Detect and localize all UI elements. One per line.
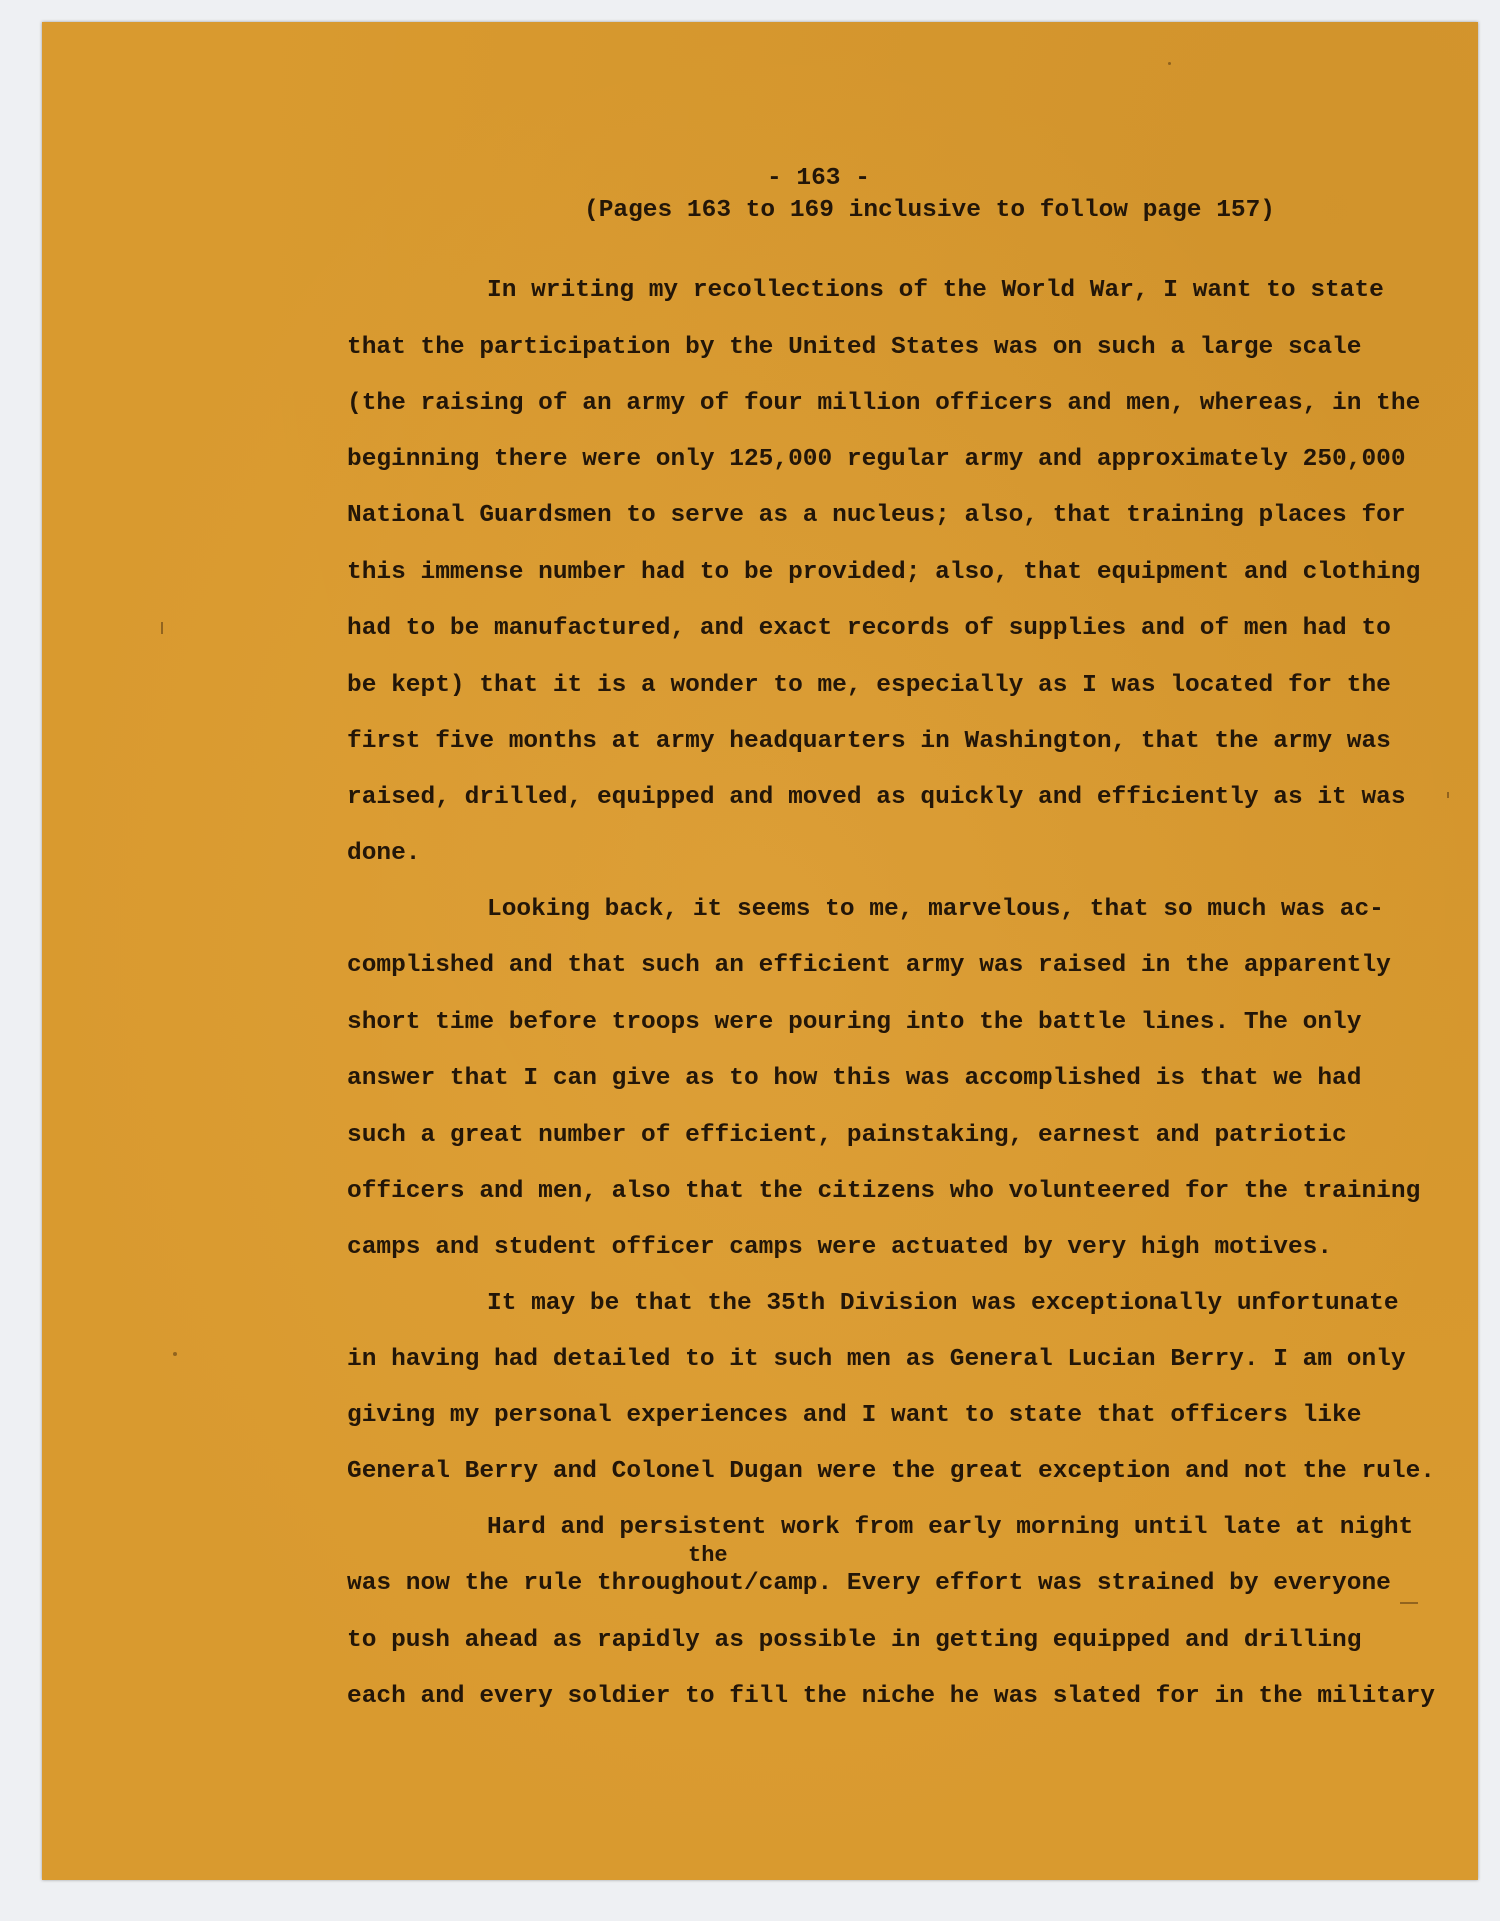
text-line: be kept) that it is a wonder to me, especially as I was located for the (347, 672, 1391, 699)
paper-speck (161, 622, 163, 634)
text-line: short time before troops were pouring into the battle lines. The only (347, 1009, 1362, 1036)
text-line: beginning there were only 125,000 regular army and approximately 250,000 (347, 446, 1406, 473)
text-line: In writing my recollections of the World War, I want to state (487, 277, 1384, 304)
text-line: to push ahead as rapidly as possible in getting equipped and drilling (347, 1627, 1362, 1654)
text-line: that the participation by the United States was on such a large scale (347, 334, 1362, 361)
text-line: giving my personal experiences and I want to state that officers like (347, 1402, 1362, 1429)
text-line: complished and that such an efficient army was raised in the apparently (347, 952, 1391, 979)
text-line: National Guardsmen to serve as a nucleus; also, that training places for (347, 502, 1406, 529)
text-line: done. (347, 840, 421, 867)
text-line: each and every soldier to fill the niche he was slated for in the military (347, 1683, 1435, 1710)
text-line: officers and men, also that the citizens who volunteered for the training (347, 1178, 1421, 1205)
text-line: Hard and persistent work from early morning until late at night (487, 1514, 1414, 1541)
text-line: first five months at army headquarters in Washington, that the army was (347, 728, 1391, 755)
paper-speck (1400, 1602, 1418, 1604)
paper-speck (1447, 792, 1449, 798)
text-line: this immense number had to be provided; also, that equipment and clothing (347, 559, 1421, 586)
text-line: camps and student officer camps were actuated by very high motives. (347, 1234, 1333, 1261)
text-line: in having had detailed to it such men as General Lucian Berry. I am only (347, 1346, 1406, 1373)
page-note: (Pages 163 to 169 inclusive to follow page 157) (584, 197, 1276, 224)
interlineation: the (688, 1543, 728, 1568)
paper-speck (173, 1352, 177, 1356)
paper-speck (1168, 62, 1171, 65)
text-line: (the raising of an army of four million officers and men, whereas, in the (347, 390, 1421, 417)
text-line: General Berry and Colonel Dugan were the great exception and not the rule. (347, 1458, 1435, 1485)
typewritten-page (42, 22, 1478, 1880)
text-line: Looking back, it seems to me, marvelous, that so much was ac- (487, 896, 1384, 923)
text-line: was now the rule throughout/camp. Every effort was strained by everyone (347, 1570, 1391, 1597)
text-line: It may be that the 35th Division was exceptionally unfortunate (487, 1290, 1399, 1317)
text-line: such a great number of efficient, painstaking, earnest and patriotic (347, 1122, 1347, 1149)
text-line: raised, drilled, equipped and moved as quickly and efficiently as it was (347, 784, 1406, 811)
text-line: answer that I can give as to how this was accomplished is that we had (347, 1065, 1362, 1092)
text-line: had to be manufactured, and exact records of supplies and of men had to (347, 615, 1391, 642)
page-number: - 163 - (767, 165, 870, 192)
